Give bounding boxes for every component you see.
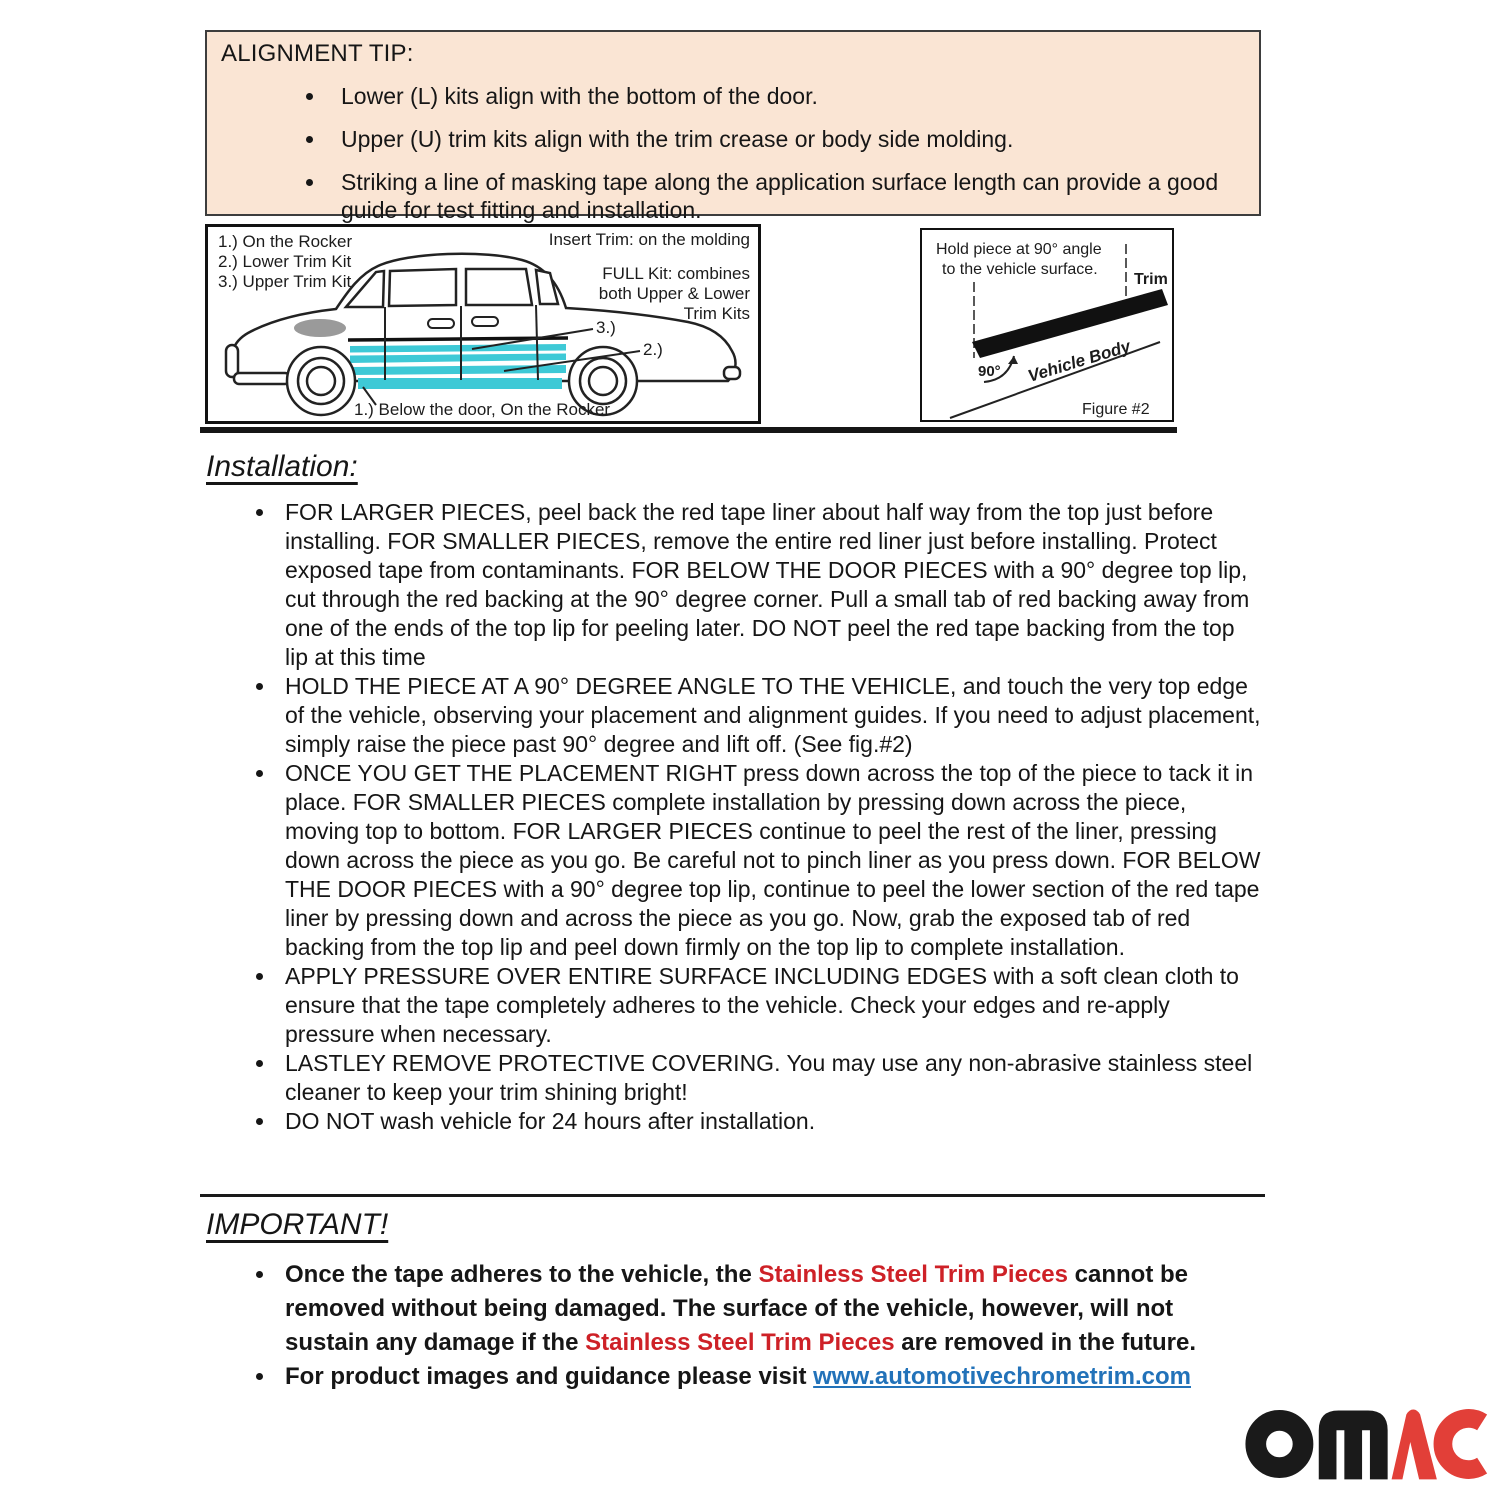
alignment-tip-title: ALIGNMENT TIP:	[221, 40, 414, 67]
list-item: • HOLD THE PIECE AT A 90° DEGREE ANGLE TO THE VEHICLE, and touch the very top edge of the vehicle, observing your placement and alignment guides. If you need to adjust placement, simply raise the piece past 90° degree and lift off. (See fig.#2)	[277, 672, 1263, 759]
important-text-segment: Once the tape adheres to the vehicle, the	[285, 1261, 759, 1288]
logo-letter-o	[1256, 1420, 1303, 1467]
car-trim-diagram	[205, 224, 761, 424]
alignment-tip-box	[205, 30, 1261, 223]
label-2: 2.)	[643, 340, 663, 359]
list-item: • Striking a line of masking tape along the application surface length can provide a good guide for test fitting and installation.	[327, 168, 1243, 224]
alignment-tip-list	[207, 82, 1259, 224]
visit-text: For product images and guidance please visit	[285, 1363, 814, 1390]
full-kit-note-2: both Upper & Lower	[598, 284, 750, 303]
logo-letter-m	[1319, 1411, 1388, 1480]
car-legend-line-1: 1.) On the Rocker	[218, 232, 353, 251]
highlighted-product-name: Stainless Steel Trim Pieces	[758, 1261, 1068, 1288]
list-item: • APPLY PRESSURE OVER ENTIRE SURFACE INCLUDING EDGES with a soft clean cloth to ensure that the tape completely adheres to the vehicle. Check your edges and re-apply pressure when necessary.	[277, 962, 1263, 1049]
label-3: 3.)	[596, 318, 616, 337]
car-legend-line-2: 2.) Lower Trim Kit	[218, 252, 352, 271]
insert-trim-note: Insert Trim: on the molding	[548, 230, 750, 249]
website-link[interactable]: www.automotivechrometrim.com	[813, 1363, 1191, 1390]
list-item: • ONCE YOU GET THE PLACEMENT RIGHT press down across the top of the piece to tack it in place. FOR SMALLER PIECES complete installation by pressing down across the piece, moving top to bottom. FOR LARGER PIECES continue to peel the rest of the liner, pressing down across the piece as you go. Be careful not to pinch liner as you press down. FOR BELOW THE DOOR PIECES with a 90° degree top lip, continue to peel the lower section of the red tape liner by pressing down and across the piece as you go. Now, grab the exposed tab of red backing from the top lip and peel down firmly on the top lip to complete installation.	[277, 759, 1263, 962]
stripe-gap	[350, 352, 566, 354]
installation-list	[205, 498, 1267, 1136]
figure-2-svg	[922, 230, 1172, 420]
logo-letter-c	[1443, 1418, 1482, 1469]
list-item: • Lower (L) kits align with the bottom of the door.	[327, 82, 1243, 110]
list-item	[277, 1258, 1263, 1360]
list-item: • FOR LARGER PIECES, peel back the red tape liner about half way from the top just before installing. FOR SMALLER PIECES, remove the entire red liner just before installing. Protect exposed tape from contaminants. FOR BELOW THE DOOR PIECES with a 90° degree top lip, cut through the red backing at the 90° degree corner. Pull a small tab of red backing away from one of the ends of the top lip for peeling later. DO NOT peel the red tape backing from the top lip at this time	[277, 498, 1263, 672]
car-legend-line-3: 3.) Upper Trim Kit	[218, 272, 352, 291]
installation-heading: Installation:	[206, 450, 358, 483]
important-list	[205, 1258, 1267, 1394]
figure-label: Figure #2	[1082, 401, 1150, 418]
list-item	[277, 1360, 1263, 1394]
logo-letter-a	[1392, 1410, 1437, 1480]
angle-label: 90°	[978, 363, 1001, 380]
omac-logo-svg	[1242, 1406, 1490, 1482]
section-divider-thin	[200, 1194, 1265, 1197]
important-text-segment: are removed in the future.	[894, 1329, 1197, 1356]
full-kit-note-3: Trim Kits	[683, 304, 750, 323]
hood-ellipse	[294, 319, 346, 337]
omac-logo	[1242, 1406, 1490, 1482]
highlighted-product-name: Stainless Steel Trim Pieces	[585, 1329, 895, 1356]
list-item: • Upper (U) trim kits align with the trim crease or body side molding.	[327, 125, 1243, 153]
trim-label: Trim	[1134, 271, 1168, 288]
fig2-caption-line-2: to the vehicle surface.	[942, 261, 1098, 278]
full-kit-note-1: FULL Kit: combines	[602, 264, 750, 283]
figure-2-box	[920, 228, 1174, 422]
list-item: • DO NOT wash vehicle for 24 hours after installation.	[277, 1107, 1263, 1136]
fig2-caption-line-1: Hold piece at 90° angle	[936, 241, 1102, 258]
trim-piece	[972, 289, 1168, 358]
vehicle-body-label: Vehicle Body	[1025, 336, 1133, 386]
section-divider-thick	[200, 427, 1177, 433]
important-text-segment: cannot be removed without being damaged. The surface of the vehicle, however, will not sustain any damage if the	[285, 1261, 1189, 1356]
list-item: • LASTLEY REMOVE PROTECTIVE COVERING. You may use any non-abrasive stainless steel cleaner to keep your trim shining bright!	[277, 1049, 1263, 1107]
important-heading: IMPORTANT!	[206, 1208, 389, 1241]
rocker-label: 1.) Below the door, On the Rocker	[354, 400, 611, 419]
car-diagram-svg	[208, 227, 758, 421]
